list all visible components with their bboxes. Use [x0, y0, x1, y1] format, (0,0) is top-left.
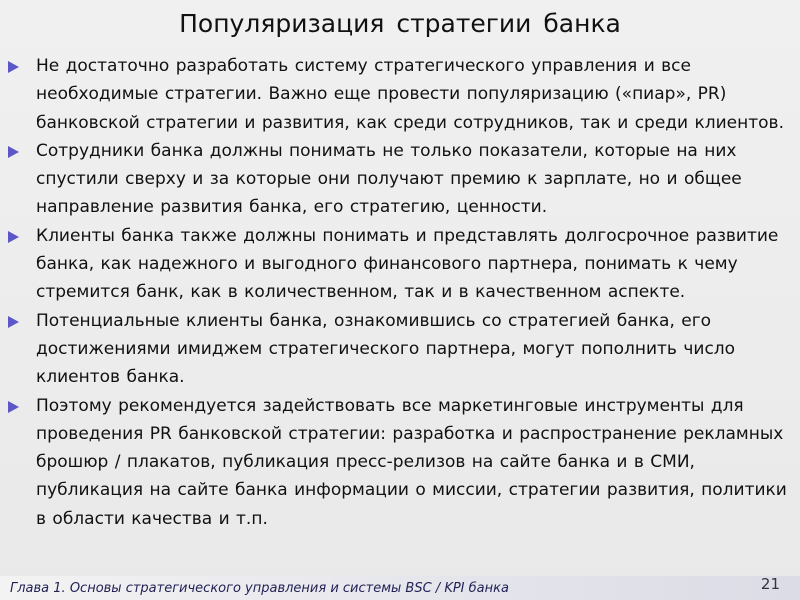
bullet-list	[8, 52, 788, 533]
bullet-item	[8, 52, 788, 137]
bullet-item	[8, 137, 788, 222]
bullet-text: Не достаточно разработать систему стратегического управления и все необходимые стратегии. Важно еще провести популяризацию («пиар», PR) банковской стратегии и развития, как среди сотрудников, так и среди клиентов.	[36, 56, 784, 133]
bullet-item	[8, 222, 788, 307]
triangle-right-icon	[8, 61, 19, 73]
bullet-text: Поэтому рекомендуется задействовать все маркетинговые инструменты для проведения PR банковской стратегии: разработка и распространение рекламных брошюр / плакатов, публикация пресс-релизов на сайте банка и в СМИ, публикация на сайте банка информации о миссии, стратегии развития, политики в области качества и т.п.	[36, 395, 787, 529]
triangle-right-icon	[8, 231, 19, 243]
bullet-text: Сотрудники банка должны понимать не только показатели, которые на них спустили сверху и за которые они получают премию к зарплате, но и общее направление развития банка, его стратегию, ценности.	[36, 140, 742, 218]
footer-chapter-title: Глава 1. Основы стратегического управления и системы BSC / KPI банка	[10, 581, 509, 596]
slide-title: Популяризация стратегии банка	[179, 9, 621, 38]
bullet-item	[8, 392, 788, 533]
page-number: 21	[760, 575, 780, 593]
triangle-right-icon	[8, 316, 19, 328]
triangle-right-icon	[8, 401, 19, 413]
triangle-right-icon	[8, 146, 19, 158]
bullet-item	[8, 307, 788, 392]
bullet-text: Клиенты банка также должны понимать и представлять долгосрочное развитие банка, как надежного и выгодного финансового партнера, понимать к чему стремится банк, как в количественном, так и в качественном аспекте.	[36, 225, 779, 303]
bullet-text: Потенциальные клиенты банка, ознакомившись со стратегией банка, его достижениями имиджем стратегического партнера, могут пополнить число клиентов банка.	[36, 310, 736, 388]
